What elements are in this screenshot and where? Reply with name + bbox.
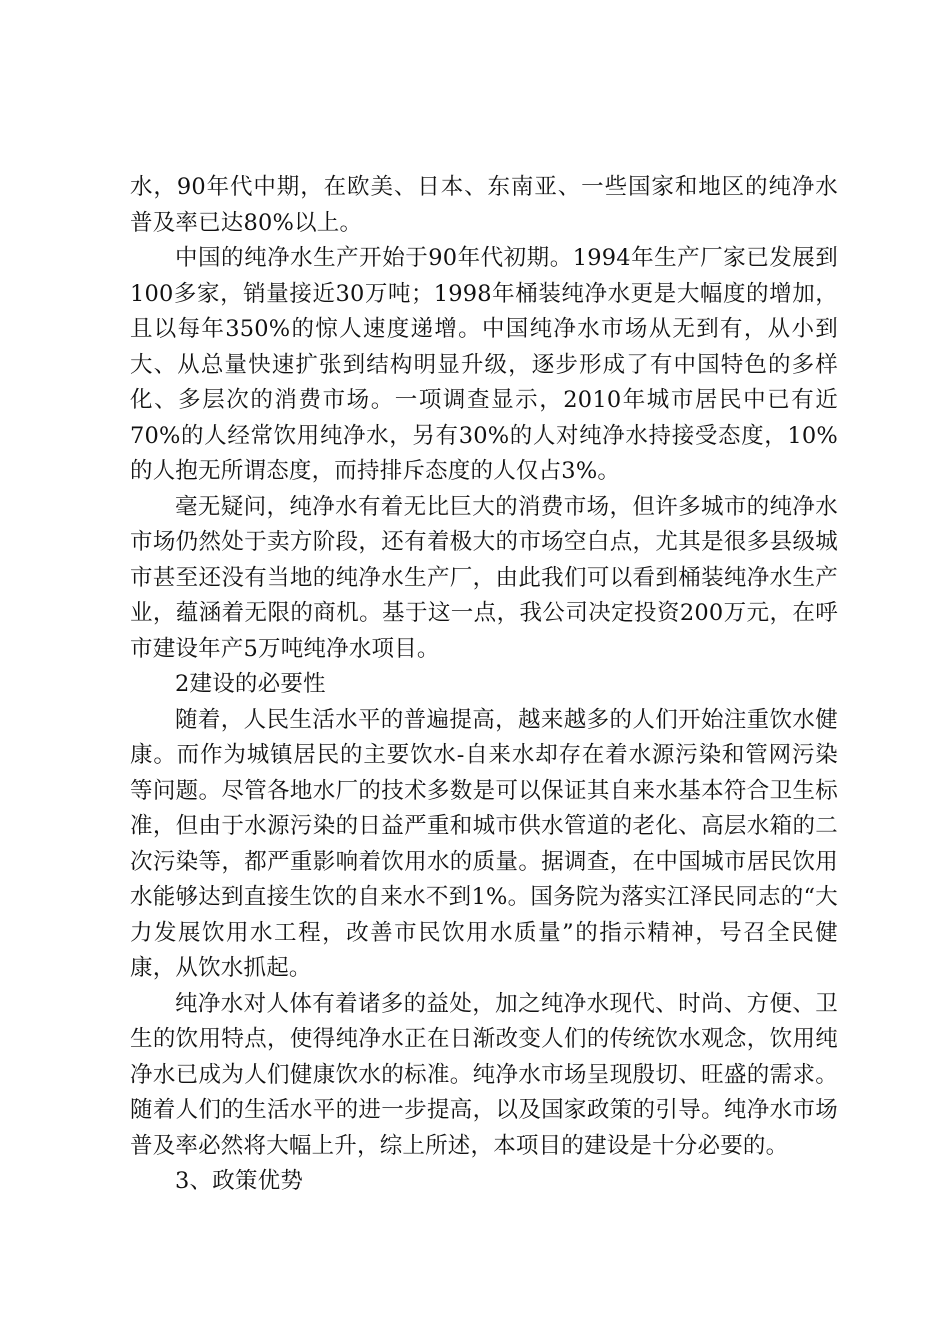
section-heading-policy: 3、政策优势	[175, 1168, 304, 1194]
paragraph-china-production: 中国的纯净水生产开始于90年代初期。1994年生产厂家已发展到100多家，销量接近30万吨；1998年桶装纯净水更是大幅度的增加，且以每年350%的惊人速度递增。中国纯净水市场从无到有，从小到大、从总量快速扩张到结构明显升级，逐步形成了有中国特色的多样化、多层次的消费市场。一项调查显示，2010年城市居民中已有近70%的人经常饮用纯净水，另有30%的人对纯净水持接受态度，10%的人抱无所谓态度，而持排斥态度的人仅占3%。	[130, 245, 838, 484]
document-body	[130, 170, 838, 1200]
paragraph-intro-continuation: 水，90年代中期，在欧美、日本、东南亚、一些国家和地区的纯净水普及率已达80%以上。	[130, 174, 838, 236]
paragraph-drinking-water-health: 随着，人民生活水平的普遍提高，越来越多的人们开始注重饮水健康。而作为城镇居民的主要饮水-自来水却存在着水源污染和管网污染等问题。尽管各地水厂的技术多数是可以保证其自来水基本符合卫生标准，但由于水源污染的日益严重和城市供水管道的老化、高层水箱的二次污染等，都严重影响着饮用水的质量。据调查，在中国城市居民饮用水能够达到直接生饮的自来水不到1%。国务院为落实江泽民同志的“大力发展饮用水工程，改善市民饮用水质量”的指示精神，号召全民健康，从饮水抓起。	[130, 706, 838, 981]
paragraph-market-opportunity: 毫无疑问，纯净水有着无比巨大的消费市场，但许多城市的纯净水市场仍然处于卖方阶段，还有着极大的市场空白点，尤其是很多县级城市甚至还没有当地的纯净水生产厂，由此我们可以看到桶装纯净水生产业，蕴涵着无限的商机。基于这一点，我公司决定投资200万元，在呼市建设年产5万吨纯净水项目。	[130, 493, 838, 662]
section-heading-necessity: 2建设的必要性	[175, 671, 326, 697]
paragraph-benefits-summary: 纯净水对人体有着诸多的益处，加之纯净水现代、时尚、方便、卫生的饮用特点，使得纯净水正在日渐改变人们的传统饮水观念，饮用纯净水已成为人们健康饮水的标准。纯净水市场呈现殷切、旺盛的需求。随着人们的生活水平的进一步提高，以及国家政策的引导。纯净水市场普及率必然将大幅上升，综上所述，本项目的建设是十分必要的。	[130, 990, 838, 1159]
